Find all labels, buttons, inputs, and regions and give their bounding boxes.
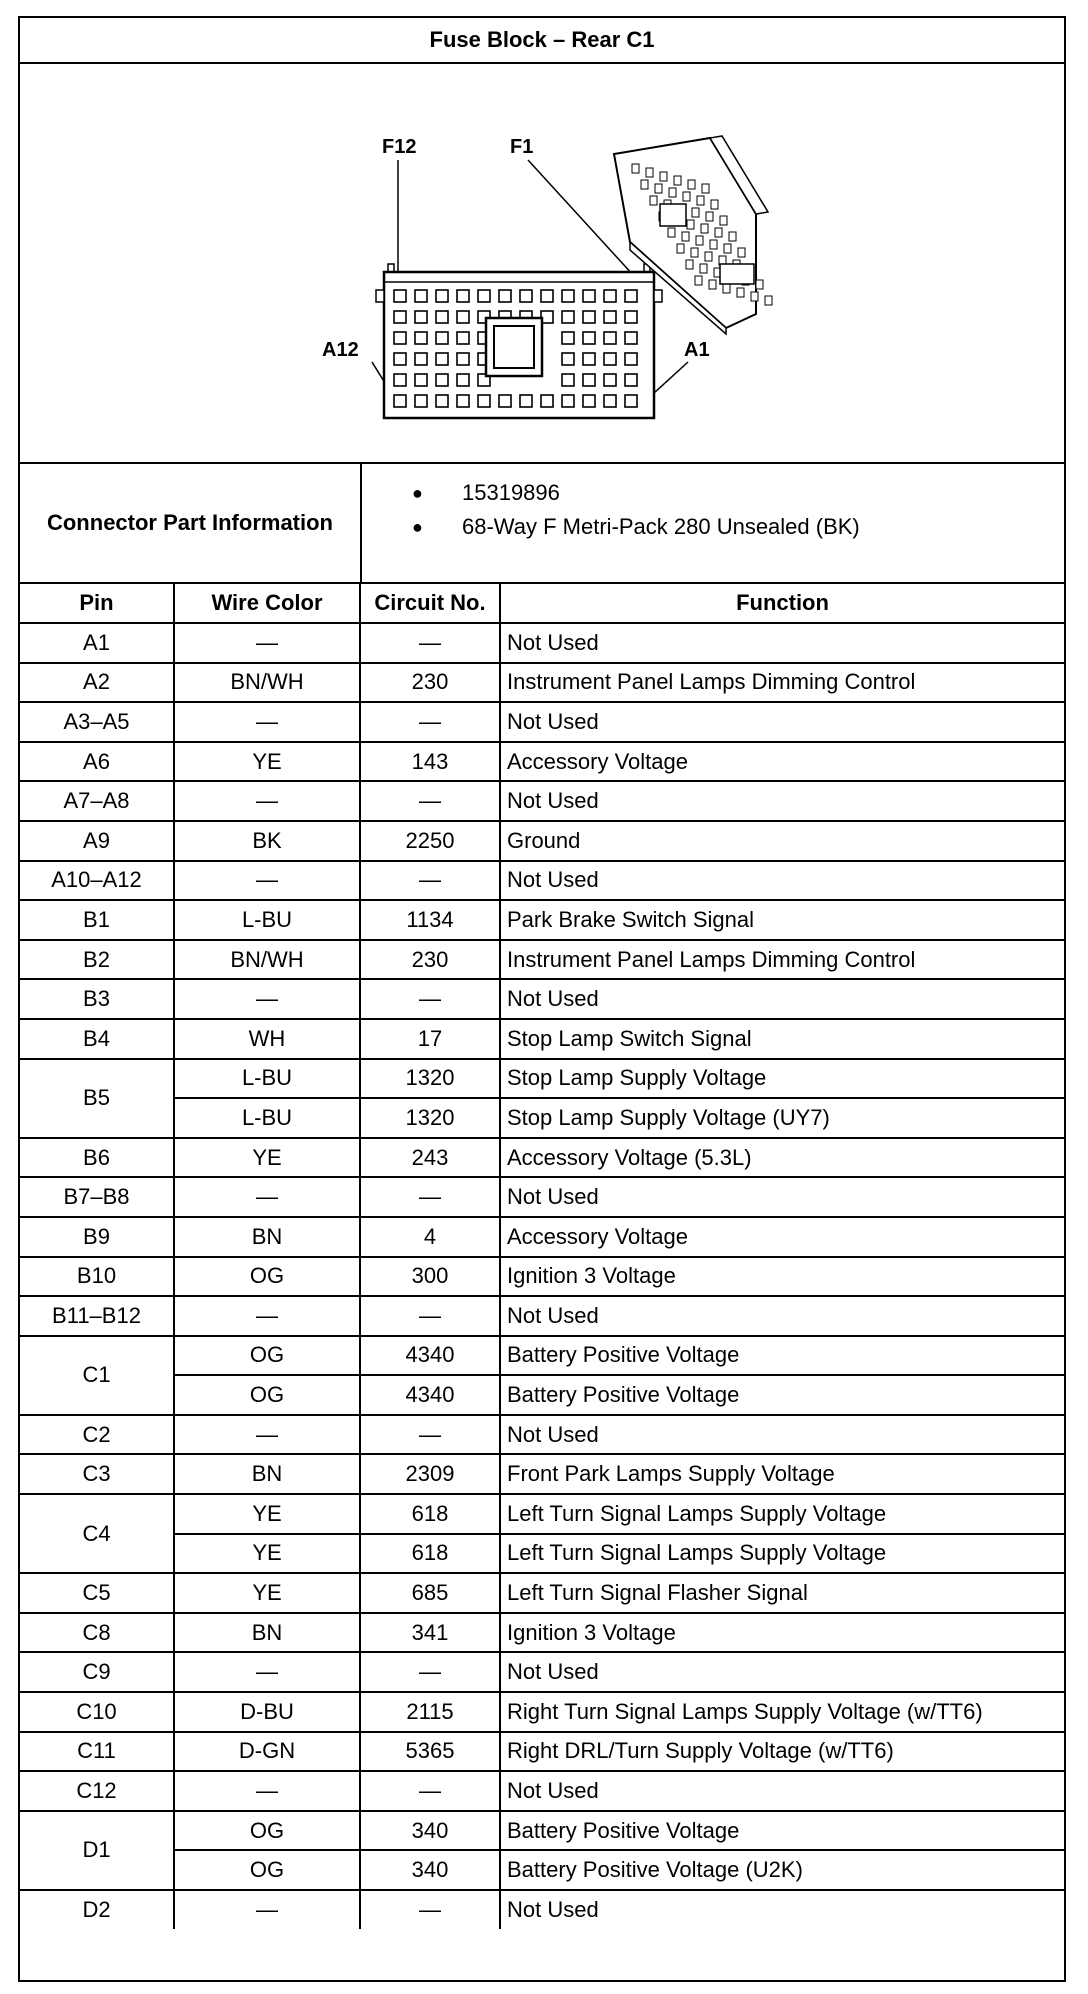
perspective-cavity [705, 252, 712, 261]
connector-figure [20, 64, 1064, 464]
cavity [583, 353, 595, 365]
perspective-cavity [715, 228, 722, 237]
function-cell: Accessory Voltage (5.3L) [500, 1138, 1064, 1178]
circuit-cell: — [360, 861, 500, 901]
circuit-cell: 2309 [360, 1454, 500, 1494]
perspective-cavity [756, 280, 763, 289]
pin-cell: A7–A8 [20, 781, 174, 821]
cavity [562, 374, 574, 386]
callout-a12: A12 [322, 339, 359, 361]
function-cell: Not Used [500, 623, 1064, 663]
pin-cell: B1 [20, 900, 174, 940]
cavity [625, 374, 637, 386]
cavity [604, 353, 616, 365]
cavity [604, 332, 616, 344]
function-cell: Ignition 3 Voltage [500, 1613, 1064, 1653]
pin-cell: C10 [20, 1692, 174, 1732]
circuit-cell: 230 [360, 940, 500, 980]
circuit-cell: — [360, 1771, 500, 1811]
circuit-cell: 618 [360, 1534, 500, 1574]
pin-cell: B4 [20, 1019, 174, 1059]
wire-color-cell: — [174, 702, 360, 742]
table-row [20, 1415, 1064, 1455]
cavity [394, 353, 406, 365]
pin-cell: C12 [20, 1771, 174, 1811]
cavity [436, 332, 448, 344]
perspective-cavity [738, 248, 745, 257]
perspective-cavity [646, 168, 653, 177]
function-cell: Not Used [500, 1177, 1064, 1217]
perspective-cavity [632, 164, 639, 173]
perspective-cavity [710, 240, 717, 249]
wire-color-cell: — [174, 1177, 360, 1217]
cavity [394, 290, 406, 302]
table-row [20, 1890, 1064, 1929]
function-cell: Not Used [500, 702, 1064, 742]
circuit-cell: — [360, 979, 500, 1019]
pin-cell: B7–B8 [20, 1177, 174, 1217]
pin-cell: C3 [20, 1454, 174, 1494]
cavity [436, 353, 448, 365]
function-cell: Battery Positive Voltage [500, 1375, 1064, 1415]
header-wire-color: Wire Color [174, 584, 360, 623]
perspective-cavity [686, 260, 693, 269]
pin-cell: B2 [20, 940, 174, 980]
function-cell: Battery Positive Voltage (U2K) [500, 1850, 1064, 1890]
perspective-cavity [765, 296, 772, 305]
wire-color-cell: BN/WH [174, 663, 360, 703]
table-row [20, 1257, 1064, 1297]
pin-cell: D1 [20, 1811, 174, 1890]
part-info-item [412, 510, 1064, 544]
pin-cell: C5 [20, 1573, 174, 1613]
cavity [604, 374, 616, 386]
wire-color-cell: YE [174, 742, 360, 782]
circuit-cell: — [360, 1177, 500, 1217]
bullet-icon: ● [412, 516, 423, 537]
perspective-cavity [691, 248, 698, 257]
perspective-cavity [687, 220, 694, 229]
function-cell: Left Turn Signal Lamps Supply Voltage [500, 1534, 1064, 1574]
circuit-cell: 243 [360, 1138, 500, 1178]
connector-part-info [20, 464, 1064, 584]
cavity [415, 395, 427, 407]
wire-color-cell: OG [174, 1850, 360, 1890]
cavity [583, 311, 595, 323]
part-description: 68-Way F Metri-Pack 280 Unsealed (BK) [462, 514, 860, 539]
wire-color-cell: BK [174, 821, 360, 861]
cavity [583, 374, 595, 386]
circuit-cell: — [360, 702, 500, 742]
perspective-cavity [720, 216, 727, 225]
function-cell: Ignition 3 Voltage [500, 1257, 1064, 1297]
circuit-cell: 340 [360, 1850, 500, 1890]
function-cell: Left Turn Signal Flasher Signal [500, 1573, 1064, 1613]
table-row [20, 821, 1064, 861]
pin-cell: C4 [20, 1494, 174, 1573]
wire-color-cell: BN [174, 1454, 360, 1494]
cavity [604, 395, 616, 407]
function-cell: Not Used [500, 1652, 1064, 1692]
function-cell: Not Used [500, 1296, 1064, 1336]
cavity [562, 311, 574, 323]
function-cell: Battery Positive Voltage [500, 1336, 1064, 1376]
cavity [625, 395, 637, 407]
wire-color-cell: OG [174, 1257, 360, 1297]
function-cell: Not Used [500, 1890, 1064, 1929]
connector-sheet [18, 16, 1066, 1982]
perspective-cavity [696, 236, 703, 245]
cavity [457, 374, 469, 386]
circuit-cell: 5365 [360, 1732, 500, 1772]
perspective-cavity [729, 232, 736, 241]
perspective-cavity [674, 176, 681, 185]
table-row [20, 1217, 1064, 1257]
callout-f12: F12 [382, 136, 417, 158]
perspective-cavity [697, 196, 704, 205]
perspective-cavity [706, 212, 713, 221]
cavity [541, 395, 553, 407]
wire-color-cell: YE [174, 1573, 360, 1613]
cavity [436, 290, 448, 302]
circuit-cell: 1320 [360, 1098, 500, 1138]
cavity [457, 311, 469, 323]
wire-color-cell: — [174, 1415, 360, 1455]
function-cell: Left Turn Signal Lamps Supply Voltage [500, 1494, 1064, 1534]
page-title: Fuse Block – Rear C1 [20, 18, 1064, 64]
circuit-cell: 341 [360, 1613, 500, 1653]
wire-color-cell: — [174, 1890, 360, 1929]
cavity [436, 395, 448, 407]
cavity [562, 290, 574, 302]
cavity [457, 395, 469, 407]
cavity [562, 332, 574, 344]
function-cell: Stop Lamp Switch Signal [500, 1019, 1064, 1059]
table-row [20, 1138, 1064, 1178]
wire-color-cell: WH [174, 1019, 360, 1059]
circuit-cell: — [360, 781, 500, 821]
wire-color-cell: L-BU [174, 900, 360, 940]
table-row [20, 1573, 1064, 1613]
perspective-cavity [702, 184, 709, 193]
perspective-cavity [688, 180, 695, 189]
wire-color-cell: — [174, 861, 360, 901]
perspective-cavity [655, 184, 662, 193]
pin-cell: B5 [20, 1059, 174, 1138]
cavity [478, 290, 490, 302]
table-row [20, 940, 1064, 980]
function-cell: Not Used [500, 1771, 1064, 1811]
table-row [20, 1454, 1064, 1494]
circuit-cell: — [360, 1890, 500, 1929]
cavity [436, 374, 448, 386]
function-cell: Accessory Voltage [500, 742, 1064, 782]
table-row [20, 1811, 1064, 1851]
wire-color-cell: BN [174, 1217, 360, 1257]
function-cell: Stop Lamp Supply Voltage [500, 1059, 1064, 1099]
circuit-cell: 300 [360, 1257, 500, 1297]
circuit-cell: — [360, 1296, 500, 1336]
table-row [20, 861, 1064, 901]
perspective-cavity [709, 280, 716, 289]
cavity [499, 290, 511, 302]
pin-cell: B11–B12 [20, 1296, 174, 1336]
wire-color-cell: YE [174, 1138, 360, 1178]
perspective-cavity [751, 292, 758, 301]
circuit-cell: 4340 [360, 1375, 500, 1415]
table-row [20, 1177, 1064, 1217]
table-row [20, 900, 1064, 940]
cavity [541, 290, 553, 302]
circuit-cell: 4 [360, 1217, 500, 1257]
cavity [583, 290, 595, 302]
function-cell: Instrument Panel Lamps Dimming Control [500, 940, 1064, 980]
cavity [394, 395, 406, 407]
cavity [457, 332, 469, 344]
wire-color-cell: — [174, 1296, 360, 1336]
pin-cell: A10–A12 [20, 861, 174, 901]
perspective-cavity [677, 244, 684, 253]
table-header-row [20, 584, 1064, 623]
table-row [20, 663, 1064, 703]
table-row [20, 742, 1064, 782]
perspective-cavity [737, 288, 744, 297]
pin-cell: C1 [20, 1336, 174, 1415]
connector-face [376, 264, 662, 418]
wire-color-cell: OG [174, 1811, 360, 1851]
circuit-cell: 2250 [360, 821, 500, 861]
cavity [415, 332, 427, 344]
pin-cell: C11 [20, 1732, 174, 1772]
perspective-cavity [669, 188, 676, 197]
callout-f1: F1 [510, 136, 534, 158]
cavity [415, 353, 427, 365]
cavity [562, 395, 574, 407]
function-cell: Instrument Panel Lamps Dimming Control [500, 663, 1064, 703]
wire-color-cell: BN [174, 1613, 360, 1653]
pin-cell: C9 [20, 1652, 174, 1692]
connector-drawing [20, 64, 1064, 462]
perspective-cavity [641, 180, 648, 189]
table-row [20, 702, 1064, 742]
pin-cell: B10 [20, 1257, 174, 1297]
function-cell: Not Used [500, 1415, 1064, 1455]
cavity [457, 353, 469, 365]
perspective-cavity [695, 276, 702, 285]
cavity [415, 311, 427, 323]
function-cell: Stop Lamp Supply Voltage (UY7) [500, 1098, 1064, 1138]
header-function: Function [500, 584, 1064, 623]
function-cell: Battery Positive Voltage [500, 1811, 1064, 1851]
cavity [415, 290, 427, 302]
cavity [394, 332, 406, 344]
table-row [20, 1336, 1064, 1376]
perspective-cavity [724, 244, 731, 253]
perspective-cavity [723, 284, 730, 293]
cavity [625, 353, 637, 365]
circuit-cell: 2115 [360, 1692, 500, 1732]
circuit-cell: 340 [360, 1811, 500, 1851]
cavity [499, 395, 511, 407]
circuit-cell: 230 [360, 663, 500, 703]
part-info-values [362, 464, 1064, 582]
table-row [20, 1613, 1064, 1653]
cavity [583, 332, 595, 344]
wire-color-cell: OG [174, 1375, 360, 1415]
wire-color-cell: L-BU [174, 1098, 360, 1138]
wire-color-cell: YE [174, 1494, 360, 1534]
cavity [457, 290, 469, 302]
function-cell: Not Used [500, 781, 1064, 821]
circuit-cell: — [360, 623, 500, 663]
circuit-cell: 1320 [360, 1059, 500, 1099]
cavity [562, 353, 574, 365]
pinout-table [20, 584, 1064, 1929]
function-cell: Accessory Voltage [500, 1217, 1064, 1257]
pin-cell: A1 [20, 623, 174, 663]
cavity [394, 374, 406, 386]
function-cell: Not Used [500, 979, 1064, 1019]
perspective-cavity [683, 192, 690, 201]
pin-cell: A6 [20, 742, 174, 782]
wire-color-cell: L-BU [174, 1059, 360, 1099]
perspective-cavity [711, 200, 718, 209]
table-row [20, 1019, 1064, 1059]
cavity [625, 311, 637, 323]
function-cell: Park Brake Switch Signal [500, 900, 1064, 940]
cavity [415, 374, 427, 386]
table-row [20, 1494, 1064, 1534]
perspective-cavity [700, 264, 707, 273]
perspective-cavity [682, 232, 689, 241]
cavity [625, 332, 637, 344]
cavity [520, 290, 532, 302]
pin-cell: C2 [20, 1415, 174, 1455]
table-row [20, 1732, 1064, 1772]
perspective-cavity [650, 196, 657, 205]
circuit-cell: — [360, 1415, 500, 1455]
part-number: 15319896 [462, 480, 560, 505]
table-row [20, 1059, 1064, 1099]
pin-cell: D2 [20, 1890, 174, 1929]
table-row [20, 1296, 1064, 1336]
cavity [625, 290, 637, 302]
circuit-cell: — [360, 1652, 500, 1692]
cavity [436, 311, 448, 323]
perspective-cavity [692, 208, 699, 217]
cavity [604, 311, 616, 323]
circuit-cell: 17 [360, 1019, 500, 1059]
table-row [20, 1534, 1064, 1574]
part-info-item [412, 476, 1064, 510]
function-cell: Front Park Lamps Supply Voltage [500, 1454, 1064, 1494]
cavity [394, 311, 406, 323]
circuit-cell: 143 [360, 742, 500, 782]
function-cell: Not Used [500, 861, 1064, 901]
cavity [583, 395, 595, 407]
table-row [20, 979, 1064, 1019]
table-row [20, 623, 1064, 663]
table-row [20, 781, 1064, 821]
perspective-cavity [701, 224, 708, 233]
wire-color-cell: — [174, 979, 360, 1019]
header-pin: Pin [20, 584, 174, 623]
wire-color-cell: — [174, 781, 360, 821]
wire-color-cell: — [174, 1652, 360, 1692]
part-info-label: Connector Part Information [20, 464, 362, 582]
wire-color-cell: — [174, 1771, 360, 1811]
table-row [20, 1652, 1064, 1692]
table-row [20, 1771, 1064, 1811]
pin-cell: C8 [20, 1613, 174, 1653]
circuit-cell: 618 [360, 1494, 500, 1534]
function-cell: Right DRL/Turn Supply Voltage (w/TT6) [500, 1732, 1064, 1772]
bullet-icon: ● [412, 482, 423, 503]
cavity [478, 395, 490, 407]
cavity [604, 290, 616, 302]
circuit-cell: 4340 [360, 1336, 500, 1376]
pin-cell: B9 [20, 1217, 174, 1257]
pin-cell: A3–A5 [20, 702, 174, 742]
perspective-cavity [660, 172, 667, 181]
table-row [20, 1098, 1064, 1138]
wire-color-cell: OG [174, 1336, 360, 1376]
table-row [20, 1375, 1064, 1415]
perspective-cavity [668, 228, 675, 237]
wire-color-cell: YE [174, 1534, 360, 1574]
wire-color-cell: D-GN [174, 1732, 360, 1772]
function-cell: Right Turn Signal Lamps Supply Voltage (w/TT6) [500, 1692, 1064, 1732]
table-row [20, 1692, 1064, 1732]
pin-cell: B3 [20, 979, 174, 1019]
table-row [20, 1850, 1064, 1890]
pin-cell: A2 [20, 663, 174, 703]
wire-color-cell: — [174, 623, 360, 663]
header-circuit-no: Circuit No. [360, 584, 500, 623]
circuit-cell: 1134 [360, 900, 500, 940]
pin-cell: A9 [20, 821, 174, 861]
cavity [520, 395, 532, 407]
wire-color-cell: BN/WH [174, 940, 360, 980]
wire-color-cell: D-BU [174, 1692, 360, 1732]
pin-cell: B6 [20, 1138, 174, 1178]
function-cell: Ground [500, 821, 1064, 861]
circuit-cell: 685 [360, 1573, 500, 1613]
callout-a1: A1 [684, 339, 710, 361]
